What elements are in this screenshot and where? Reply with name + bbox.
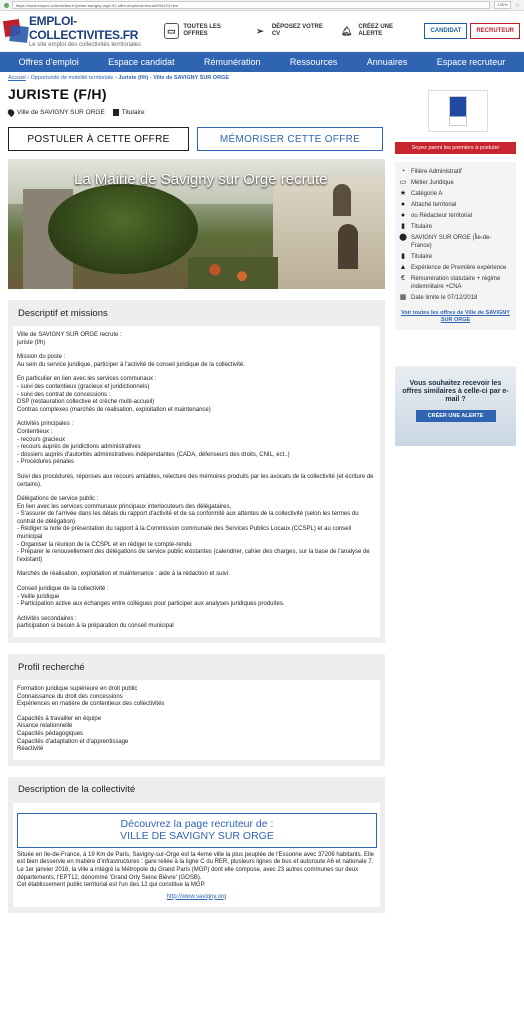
alert-text: Vous souhaitez recevoir les offres similaires à celle-ci par e-mail ?: [402, 380, 509, 403]
job-sidebar: [395, 82, 516, 913]
fact-item: [399, 168, 512, 176]
job-status: Titulaire: [121, 109, 145, 116]
all-offers-button[interactable]: [164, 23, 239, 39]
nav-offres[interactable]: Offres d'emploi: [18, 57, 79, 67]
all-offers-label: TOUTES LES OFFRES: [183, 24, 221, 37]
badge-icon: ▮: [401, 223, 405, 230]
fact-text: Titulaire: [411, 254, 433, 260]
fact-item: [399, 275, 512, 291]
missions-section: [8, 300, 385, 643]
euro-icon: €: [401, 275, 405, 282]
employer-banner-image: [8, 159, 385, 289]
post-cv-label: DÉPOSEZ VOTRE CV: [271, 24, 323, 37]
missions-paragraph: Activités principales : Contentieux : - recours gracieux - recours auprès de juridictions administratives - dossiers auprès d'autorités administratives indépendantes (CADA, défenseurs des droits, CNIL, ect..) - Procédures pénales: [17, 421, 290, 466]
lock-icon: [4, 3, 9, 8]
job-title: JURISTE (F/H): [8, 86, 107, 102]
employer-logo[interactable]: [428, 90, 488, 132]
main-nav: [0, 52, 524, 72]
site-logo[interactable]: [4, 14, 156, 48]
website-link[interactable]: http://www.savigny.org: [166, 893, 227, 900]
nav-ressources[interactable]: Ressources: [289, 57, 338, 67]
cta-line1: Découvrez la page recruteur de :: [120, 818, 274, 831]
fact-item: [399, 179, 512, 187]
fact-text: ou Rédacteur territorial: [411, 213, 473, 219]
calendar-icon: ▦: [399, 294, 407, 301]
medal-icon: ●: [400, 212, 406, 219]
fact-text: Titulaire: [411, 224, 433, 230]
fact-text: Rémunération statutaire + régime indemnitaire +CNA: [411, 276, 501, 290]
fact-item: [399, 234, 512, 250]
fact-text: Date limite le 07/12/2018: [411, 295, 478, 301]
bell-icon: 🔔︎: [340, 25, 353, 36]
missions-paragraph: Activités secondaires : participation si besoin à la préparation du conseil municipal: [17, 615, 174, 630]
briefcase-icon: ▭: [399, 179, 407, 186]
location-pin-icon: [6, 108, 15, 117]
job-facts: [395, 162, 516, 330]
missions-heading: Descriptif et missions: [18, 307, 108, 319]
missions-paragraph: Délégations de service public : En lien avec les services communaux principaux interlocuteurs des délégataires, - S'assurer de l'arrivée dans les délais du rapport d'activité et de sa conformité aux attentes de la collectivité (selon les termes du contrat de délégation) - Rédiger la note de présentation du rapport à la Commission communale des Services Publics Locaux (CCSPL) et au conseil municipal - Organiser la réunion de la CCSPL et en rédiger le compte-rendu - Préparer le renouvellement des délégations de service public existantes (calendrier, cahier des charges, sur la base de l'analyse de l'existant): [17, 496, 370, 563]
breadcrumb-home[interactable]: Accueil: [8, 75, 26, 81]
apply-button[interactable]: POSTULER À CETTE OFFRE: [8, 127, 189, 151]
medal-icon: ●: [400, 201, 406, 208]
missions-paragraph: Mission du poste : Au sein du service juridique, participer à l'activité de conseil juridique de la collectivité.: [17, 354, 245, 368]
breadcrumb: [0, 72, 524, 82]
bookmark-star-icon[interactable]: ☆: [514, 2, 520, 9]
create-alert-button[interactable]: [339, 23, 411, 39]
profile-heading: Profil recherché: [18, 661, 85, 673]
breadcrumb-middle[interactable]: Opportunité de mobilité territoriale: [30, 75, 114, 81]
fact-text: Filière Administratif: [411, 169, 462, 175]
breadcrumb-sep: ›: [25, 75, 31, 81]
missions-paragraph: Ville de SAVIGNY SUR ORGE recrute : juriste (f/h): [17, 332, 122, 346]
profile-paragraph: Capacités à travailler en équipe Aisance relationnelle Capacités pédagogiques Capacités d'adaptation et d'apprentissage Réactivité: [17, 715, 129, 753]
header-nav: [164, 23, 425, 39]
monitor-icon: ▭: [164, 23, 180, 39]
pie-chart-icon: ◔: [400, 168, 406, 175]
nav-espace-recruteur[interactable]: Espace recruteur: [436, 57, 506, 67]
missions-paragraph: Marchés de réalisation, exploitation et maintenance : aide à la rédaction et suivi.: [17, 571, 230, 578]
create-alert-label: CRÉEZ UNE ALERTE: [358, 24, 393, 37]
breadcrumb-current: Juriste (f/h) - Ville de SAVIGNY SUR ORGE: [118, 75, 230, 81]
missions-paragraph: En particulier en lien avec les services communaux : - suivi des contentieux (gracieux et juridictionnels) - suivi des contrat de concessions : DSP (restauration collective et crèche multi-accueil) Contras complexes (marchés de réalisation, exploitation et maintenance): [17, 376, 211, 413]
banner-caption: La Mairie de Savigny sur Orge recrute: [74, 171, 328, 188]
logo-tagline: Le site emploi des collectivités territoriales: [28, 42, 141, 48]
nav-espace-candidat[interactable]: Espace candidat: [108, 57, 175, 67]
fact-item: [399, 264, 512, 272]
star-icon: ★: [399, 190, 407, 197]
badge-icon: ▮: [401, 253, 405, 260]
job-meta: [8, 109, 385, 116]
missions-paragraph: Suivi des procédures, réponses aux recours amiables, relecture des mémoires produits par les avocats de la collectivité (et écriture de certains).: [17, 473, 374, 488]
save-offer-button[interactable]: MÉMORISER CETTE OFFRE: [197, 127, 383, 151]
profile-paragraph: Formation juridique supérieure en droit public Connaissance du droit des concessions Expériences en matière de contentieux des collectivités: [17, 686, 165, 708]
collectivite-section: [8, 777, 385, 914]
graduation-icon: ▲: [399, 264, 407, 271]
profile-section: [8, 654, 385, 766]
create-alert-sidebar-button[interactable]: CRÉER UNE ALERTE: [416, 410, 496, 422]
job-location: Ville de SAVIGNY SUR ORGE: [17, 109, 105, 116]
collectivite-heading: Description de la collectivité: [18, 784, 136, 796]
browser-address-bar: [0, 0, 524, 11]
url-field[interactable]: https://www.emploi-collectivites.fr/juriste-savigny-orge-91-offre-emploi-territorial/294424.htm: [12, 1, 490, 9]
logo-mark-icon: [4, 18, 25, 44]
recruteur-button[interactable]: RECRUTEUR: [470, 23, 520, 39]
pin-icon: ⬤: [399, 234, 407, 241]
fact-text: Catégorie A: [411, 191, 443, 197]
missions-body: [13, 326, 380, 637]
all-employer-offers-link[interactable]: Voir toutes les offres de Ville de SAVIGNY SUR ORGE: [401, 310, 510, 323]
nav-remuneration[interactable]: Rémunération: [204, 57, 261, 67]
fact-item: [399, 201, 512, 209]
fact-item: [399, 294, 512, 302]
recruiter-page-button[interactable]: [17, 813, 377, 848]
fact-item: [399, 212, 512, 220]
fact-item: [399, 253, 512, 261]
zoom-level[interactable]: 130%: [494, 1, 510, 9]
status-icon: [113, 109, 119, 116]
logo-name: EMPLOI-COLLECTIVITES.FR: [28, 14, 139, 42]
fact-text: Attaché territorial: [411, 202, 457, 208]
collectivite-text: Située en Ile-de-France, à 19 Km de Paris, Savigny-sur-Orge est la 4eme ville la plus peuplée de l'Essonne avec 37206 habitants. Elle est bien desservie en matière d'infrastructures : gare reliée à la ligne C du RER, plusieurs lignes de bus et autoroute A6 et nationale 7. Le 1er janvier 2016, la ville a intégré la Métropole du Grand Paris (MGP) dont elle compose, avec 23 autres communes sur deux départements, l'EPT12, dénommé 'Grand Orly Seine Bièvre' (GOSB). Cet établissement public territorial est l'un des 12 qui constitue la MGP.: [17, 851, 375, 889]
missions-paragraph: Conseil juridique de la collectivité : - Veille juridique - Participation active aux échanges entre collègues pour participer aux analyses juridiques produites.: [17, 586, 285, 608]
job-main-column: [8, 82, 385, 913]
fact-item: [399, 223, 512, 231]
city-emblem-icon: [449, 96, 467, 126]
fact-item: [399, 190, 512, 198]
fact-text: SAVIGNY SUR ORGE (Île-de-France): [411, 235, 492, 249]
collectivite-body: [13, 803, 380, 908]
cta-line2: VILLE DE SAVIGNY SUR ORGE: [120, 830, 274, 843]
candidat-button[interactable]: CANDIDAT: [424, 23, 467, 39]
profile-body: [13, 680, 380, 760]
breadcrumb-sep: ›: [113, 75, 119, 81]
fact-text: Expérience de Première expérience: [411, 265, 507, 271]
site-header: [0, 11, 524, 52]
be-first-to-apply-banner[interactable]: Soyez parmi les premiers à postuler: [395, 142, 516, 154]
post-cv-button[interactable]: [252, 23, 324, 39]
email-alert-box: [395, 366, 516, 446]
fact-text: Métier Juridique: [411, 180, 454, 186]
nav-annuaires[interactable]: Annuaires: [366, 57, 408, 67]
paper-plane-icon: ➢: [256, 25, 264, 36]
